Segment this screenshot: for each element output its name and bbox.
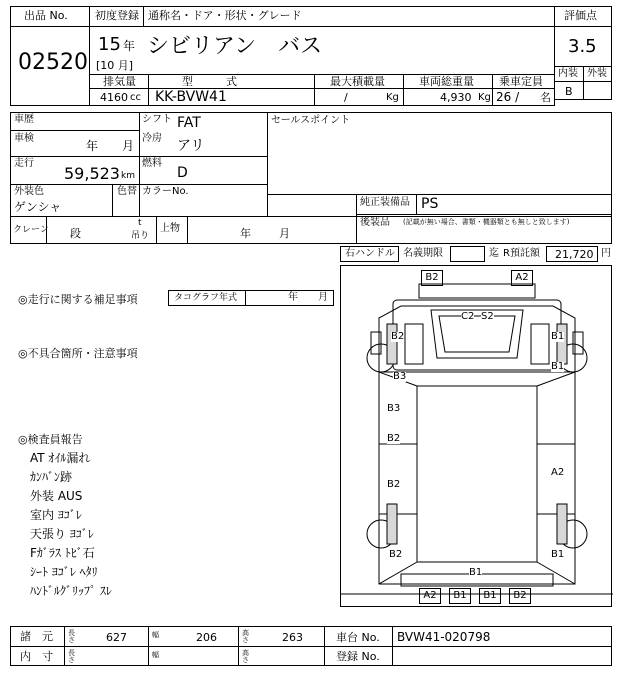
bus-outline-svg (341, 266, 613, 608)
code-front-left-wheel: B2 (391, 331, 405, 342)
title-expiry-box (450, 246, 485, 262)
specs-col-2 (314, 74, 315, 106)
code-roof-c2: C2 (461, 311, 475, 322)
code-rear-box-4: B2 (509, 588, 531, 604)
color-col-2 (139, 184, 140, 216)
color-code-label: カラーNo. (142, 186, 189, 197)
inner-dim-label: 内 寸 (20, 650, 53, 663)
code-rear-box-2: B1 (449, 588, 471, 604)
lot-divider (10, 26, 90, 27)
crane-stage-unit: 段 (70, 227, 81, 240)
model-code-label: 型 式 (182, 75, 237, 88)
inner-height-label: 高さ (242, 649, 249, 664)
driving-notes-heading: ◎走行に関する補足事項 (18, 293, 138, 306)
row-divider-1 (10, 156, 268, 157)
meter-prefix: 迄 (489, 248, 499, 259)
recycle-label: R預託額 (503, 248, 540, 259)
max-load-label: 最大積載量 (330, 75, 385, 88)
ac-value: アリ (177, 138, 205, 154)
report-line: 外装 AUS (30, 489, 83, 503)
history-divider (10, 130, 140, 131)
footer-col-1 (64, 626, 65, 666)
report-line: ｼｰﾄ ﾖｺﾞﾚ ﾍﾀﾘ (30, 565, 98, 579)
code-front-right-wheel: B1 (551, 331, 565, 342)
row-divider-3 (10, 216, 612, 217)
color-col-1 (112, 184, 113, 216)
mileage-unit: km (121, 171, 135, 181)
equip-col-2 (416, 194, 417, 214)
equip-divider (356, 214, 612, 215)
crane-col-2 (156, 216, 157, 244)
color-no-label: 色替 (117, 186, 137, 197)
aftermarket-label: 後装品 (360, 217, 390, 228)
reg-divider (143, 6, 144, 26)
report-line: 室内 ﾖｺﾞﾚ (30, 508, 82, 522)
interior-grade: B (565, 85, 573, 98)
footer-col-3 (238, 626, 239, 666)
capacity-unit: 名 (540, 91, 551, 104)
specs-col-3 (403, 74, 404, 106)
width-value: 206 (196, 631, 217, 644)
lot-label: 出品 No. (24, 9, 68, 22)
footer-col-5 (392, 626, 393, 666)
mileage-label: 走行 (14, 158, 34, 169)
defects-heading: ◎不具合箇所・注意事項 (18, 347, 138, 360)
chassis-number: BVW41-020798 (397, 630, 491, 644)
report-list (30, 449, 112, 601)
inner-width-label: 幅 (152, 651, 159, 659)
score-label: 評価点 (564, 9, 597, 22)
reg-no-label: 登録 No. (336, 650, 380, 663)
capacity-label: 乗車定員 (499, 75, 543, 88)
name-divider (89, 26, 555, 27)
report-line: ｶﾝﾊﾞﾝ跡 (30, 470, 73, 484)
grade-col-divider (583, 66, 584, 100)
displacement-label: 排気量 (103, 75, 136, 88)
score-divider (554, 26, 612, 27)
gross-weight-unit: Kg (478, 92, 491, 103)
chassis-label: 車台 No. (336, 631, 380, 644)
model-code: KK-BVW41 (155, 89, 227, 105)
crane-ton-unit: t (138, 218, 142, 228)
capacity-value: 26 / (496, 90, 520, 104)
specs-col-4 (492, 74, 493, 106)
length-label: 長さ (68, 629, 75, 644)
inspection-year-unit: 年 (86, 139, 99, 153)
code-left-lower-1: B2 (387, 433, 401, 444)
sales-point-label: セールスポイント (271, 115, 351, 126)
vehicle-diagram (340, 265, 612, 607)
equipment-value: PS (421, 196, 439, 212)
ac-label: 冷房 (142, 133, 162, 144)
equipment-label: 純正装備品 (360, 197, 410, 208)
inspector-report-heading: ◎検査員報告 (18, 433, 83, 446)
score-value: 3.5 (568, 36, 597, 57)
code-top-left: B2 (421, 270, 443, 286)
tacho-label: タコグラフ年式 (174, 293, 238, 303)
reg-year-unit: 年 (123, 39, 136, 53)
crane-lift-unit: 吊り (131, 231, 150, 241)
code-top-right: A2 (511, 270, 533, 286)
code-rear-box-3: B1 (479, 588, 501, 604)
shift-label: シフト (142, 114, 172, 125)
code-left-mid: B3 (387, 403, 401, 414)
ext-color-value: ゲンシャ (14, 200, 62, 214)
crane-label: クレーン (13, 225, 49, 235)
specs-label: 諸 元 (20, 630, 53, 643)
ext-color-label: 外装色 (14, 186, 44, 197)
fuel-value: D (177, 165, 188, 181)
sales-divider (267, 194, 612, 195)
crane-col-3 (187, 216, 188, 244)
displacement-value: 4160 (100, 91, 128, 104)
shift-value: FAT (177, 115, 201, 131)
history-label: 車歴 (14, 114, 34, 125)
upper-year-unit: 年 (240, 227, 251, 240)
model-desc-label: 通称名・ドア・形状・グレード (148, 9, 302, 22)
height-label: 高さ (242, 629, 249, 644)
code-bottom: B1 (469, 567, 483, 578)
gross-weight-label: 車両総重量 (419, 75, 474, 88)
details-col-2 (267, 112, 268, 216)
tacho-month-unit: 月 (318, 292, 328, 303)
title-expiry-label: 名義期限 (403, 248, 443, 259)
vehicle-name: シビリアン バス (147, 34, 323, 59)
tacho-year-unit: 年 (288, 292, 298, 303)
code-rear-box-1: A2 (419, 588, 441, 604)
code-left-front: B3 (393, 371, 407, 382)
lot-number: 02520 (18, 50, 88, 75)
reg-label: 初度登録 (95, 9, 139, 22)
inspection-month-unit: 月 (122, 139, 135, 153)
upper-label: 上物 (160, 223, 180, 234)
code-right-front: B1 (551, 361, 565, 372)
recycle-fee: 21,720 (555, 248, 594, 261)
height-value: 263 (282, 631, 303, 644)
steering-value: 右ハンドル (345, 248, 395, 259)
reg-year: 15 (98, 34, 121, 55)
code-left-lower-2: B2 (387, 479, 401, 490)
equip-col (356, 194, 357, 244)
width-label: 幅 (152, 631, 159, 639)
tacho-divider (245, 290, 246, 306)
report-line: 天張り ﾖｺﾞﾚ (30, 527, 94, 541)
reg-month: [10 月] (96, 59, 134, 72)
fuel-label: 燃料 (142, 158, 162, 169)
code-rear-left-wheel: B2 (389, 549, 403, 560)
footer-col-2 (148, 626, 149, 666)
inner-length-label: 長さ (68, 649, 75, 664)
max-load-value: / (344, 91, 348, 104)
gross-weight-value: 4,930 (440, 91, 472, 104)
code-roof-s2: S2 (481, 311, 494, 322)
yen-unit: 円 (601, 248, 611, 259)
specs-col-1 (148, 74, 149, 106)
max-load-unit: Kg (386, 92, 399, 103)
inspection-label: 車検 (14, 133, 34, 144)
footer-col-4 (324, 626, 325, 666)
mileage-value: 59,523 (64, 164, 120, 183)
report-line: Fｶﾞﾗｽ ﾄﾋﾞ石 (30, 546, 95, 560)
interior-label: 内装 (558, 68, 578, 79)
length-value: 627 (106, 631, 127, 644)
displacement-unit: cc (130, 92, 141, 103)
report-line: ﾊﾝﾄﾞﾙｸﾞﾘｯﾌﾟ ｽﾚ (30, 584, 112, 598)
code-rear-right-wheel: B1 (551, 549, 565, 560)
upper-month-unit: 月 (279, 227, 290, 240)
exterior-label: 外装 (587, 68, 607, 79)
code-right-mid: A2 (551, 467, 565, 478)
aftermarket-note: (記載が無い場合、書類・機器類とも無しと致します) (403, 218, 570, 226)
report-line: AT ｵｲﾙ漏れ (30, 451, 91, 465)
footer-divider (10, 646, 612, 647)
